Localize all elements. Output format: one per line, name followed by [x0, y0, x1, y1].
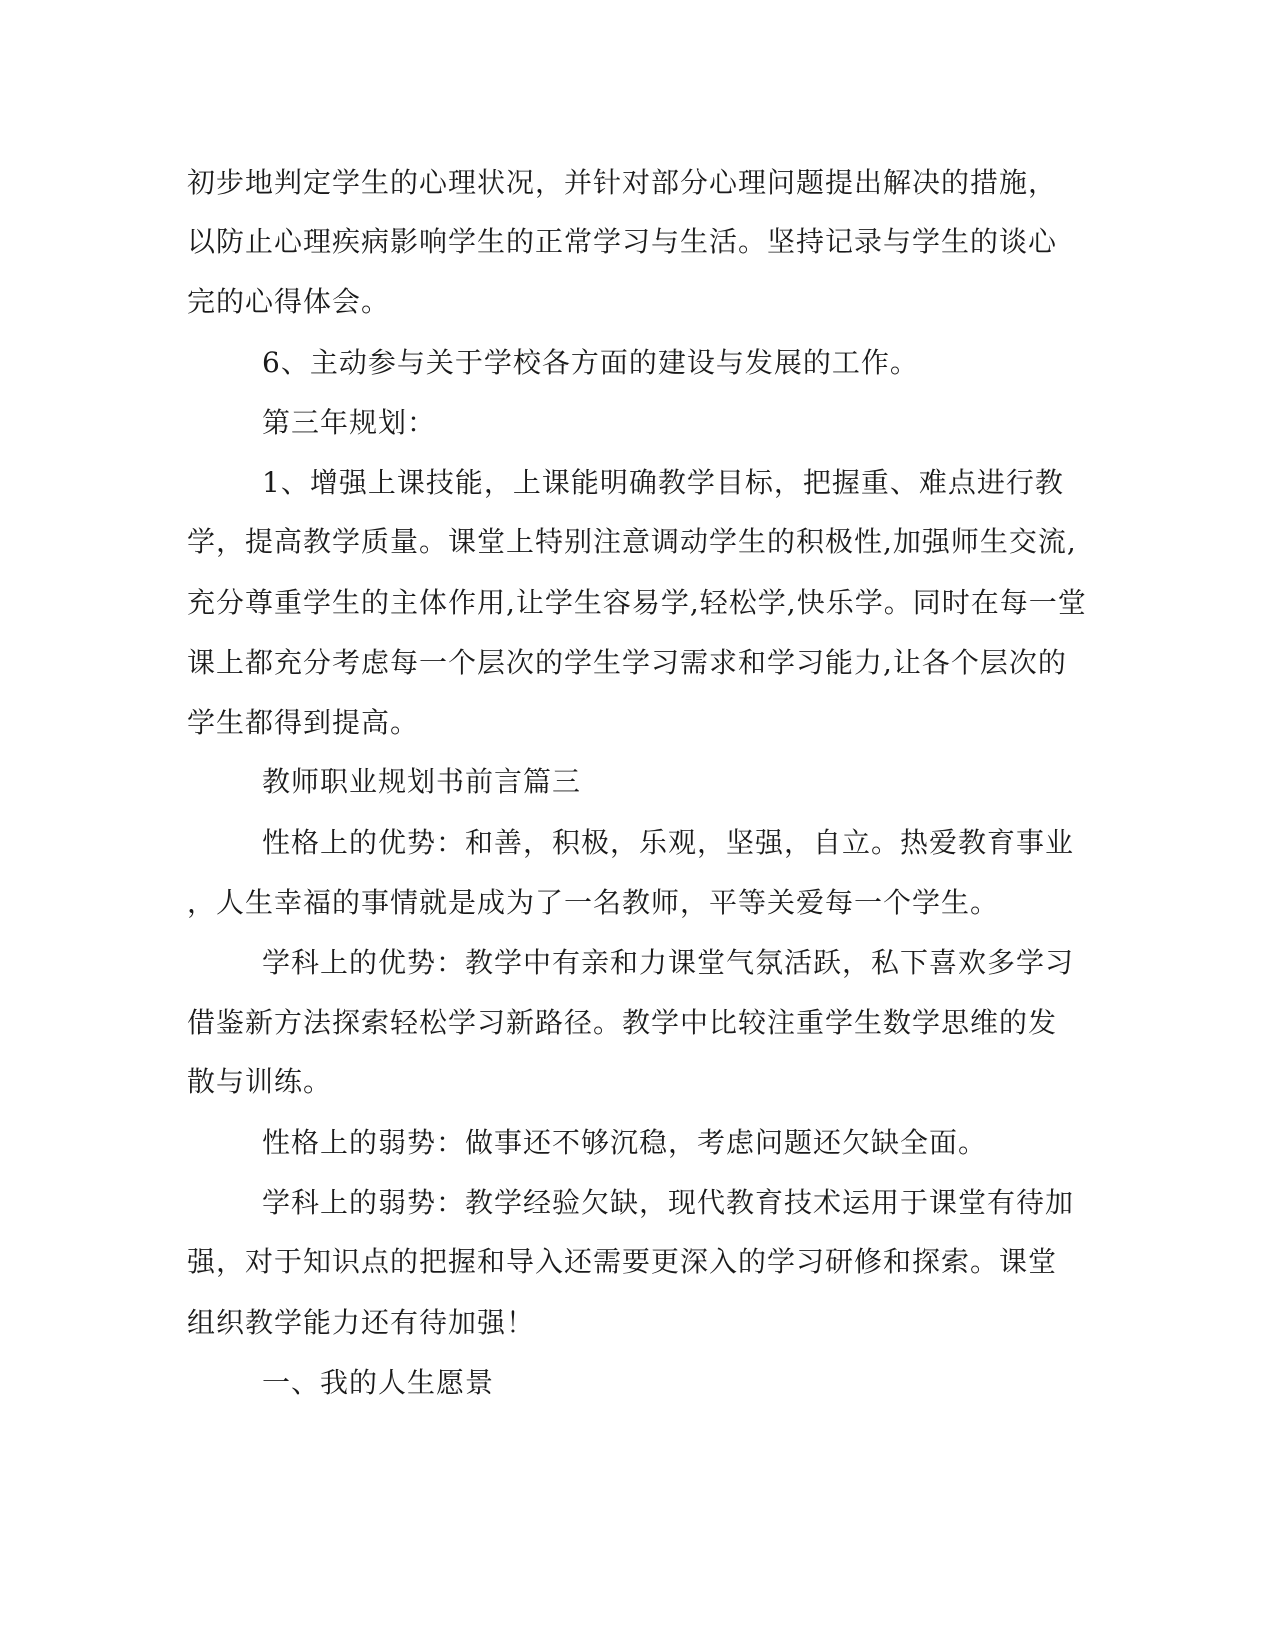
paragraph-start: 性格上的优势：和善，积极，乐观，坚强，自立。热爱教育事业	[262, 826, 1075, 859]
section-heading: 一、我的人生愿景	[262, 1366, 495, 1399]
paragraph-start: 性格上的弱势：做事还不够沉稳，考虑问题还欠缺全面。	[262, 1126, 988, 1159]
paragraph-start: 学科上的优势：教学中有亲和力课堂气氛活跃，私下喜欢多学习	[262, 946, 1075, 979]
text-line: 学生都得到提高。	[187, 706, 420, 739]
paragraph-start: 学科上的弱势：教学经验欠缺，现代教育技术运用于课堂有待加	[262, 1186, 1075, 1219]
text-line: 强，对于知识点的把握和导入还需要更深入的学习研修和探索。课堂	[187, 1245, 1058, 1278]
section-heading: 第三年规划：	[262, 406, 437, 439]
text-line: 散与训练。	[187, 1065, 333, 1098]
text-line: 组织教学能力还有待加强！	[187, 1306, 536, 1339]
text-line: 借鉴新方法探索轻松学习新路径。教学中比较注重学生数学思维的发	[187, 1006, 1058, 1039]
text-line: 以防止心理疾病影响学生的正常学习与生活。坚持记录与学生的谈心	[187, 225, 1058, 258]
list-item-text: 1、增强上课技能，上课能明确教学目标，把握重、难点进行教	[262, 466, 1064, 499]
section-title: 教师职业规划书前言篇三	[262, 765, 582, 798]
text-line: 充分尊重学生的主体作用,让学生容易学,轻松学,快乐学。同时在每一堂	[187, 586, 1087, 619]
text-line: 学，提高教学质量。课堂上特别注意调动学生的积极性,加强师生交流,	[187, 525, 1077, 558]
text-line: 课上都充分考虑每一个层次的学生学习需求和学习能力,让各个层次的	[187, 646, 1067, 679]
text-line: 完的心得体会。	[187, 285, 391, 318]
list-item-text: 6、主动参与关于学校各方面的建设与发展的工作。	[262, 346, 919, 379]
text-line: ，人生幸福的事情就是成为了一名教师，平等关爱每一个学生。	[187, 886, 1000, 919]
text-line: 初步地判定学生的心理状况，并针对部分心理问题提出解决的措施，	[187, 166, 1058, 199]
